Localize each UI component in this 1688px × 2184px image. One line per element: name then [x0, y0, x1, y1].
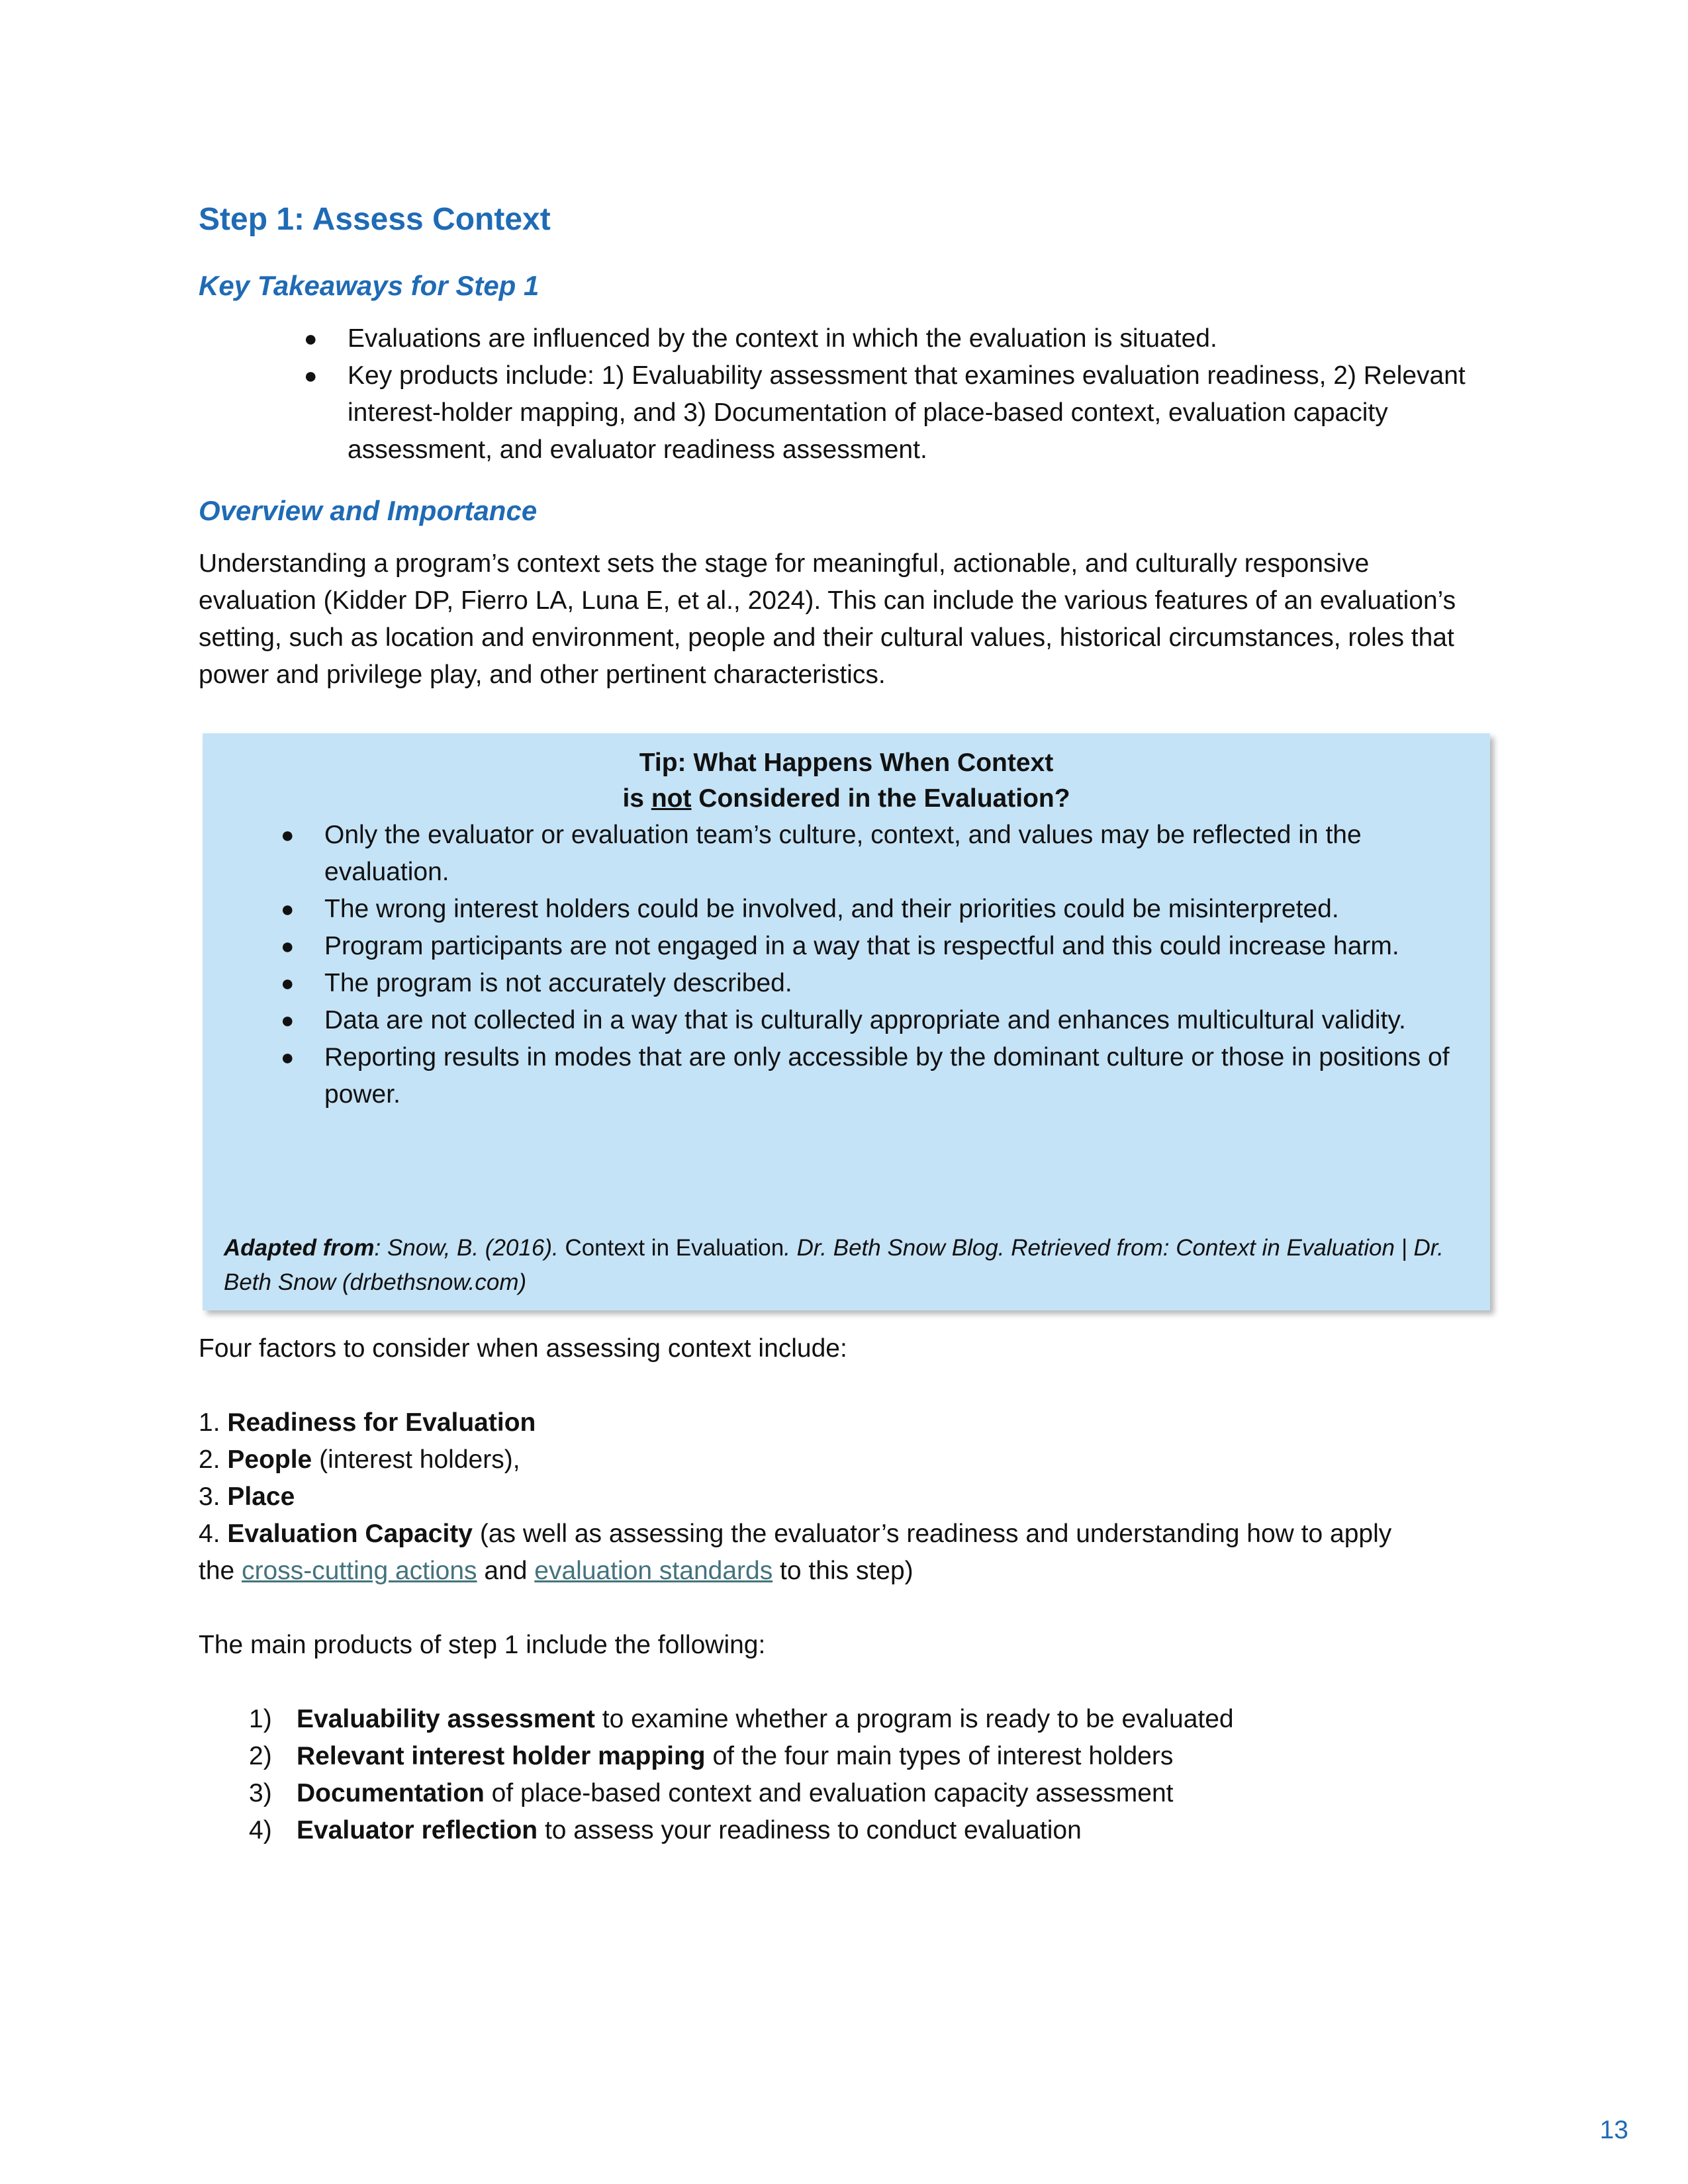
tip-box	[203, 733, 1490, 1310]
factors-continuation: the cross-cutting actions and evaluation standards to this step)	[199, 1557, 914, 1585]
takeaways-list	[304, 320, 1499, 469]
cross-cutting-actions-link[interactable]: cross-cutting actions	[242, 1557, 477, 1585]
list-item: ● The wrong interest holders could be involved, and their priorities could be misinterpreted.	[324, 891, 1463, 928]
list-item: ● The program is not accurately described.	[324, 965, 1463, 1002]
list-item: 3) Documentation of place-based context and evaluation capacity assessment	[249, 1779, 1174, 1807]
bullet-icon: ●	[281, 934, 295, 959]
list-item: ● Only the evaluator or evaluation team’s culture, context, and values may be reflected in the evaluation.	[324, 817, 1463, 891]
bullet-icon: ●	[281, 1045, 295, 1070]
list-item: ● Key products include: 1) Evaluability assessment that examines evaluation readiness, 2) Relevant interest-holder mapping, and 3) Documentation of place-based context, evaluation capacity assessment, and evaluator readiness assessment.	[348, 357, 1499, 469]
tip-source: Adapted from: Snow, B. (2016). Context in Evaluation. Dr. Beth Snow Blog. Retrieved from: Context in Evaluation | Dr. Beth Snow (drbethsnow.com)	[224, 1235, 1444, 1295]
products-intro: The main products of step 1 include the following:	[199, 1631, 766, 1659]
takeaways-heading: Key Takeaways for Step 1	[199, 270, 539, 301]
tip-list	[281, 817, 1463, 1113]
factors-intro: Four factors to consider when assessing context include:	[199, 1334, 847, 1363]
list-item: 4. Evaluation Capacity (as well as assessing the evaluator’s readiness and understanding how to apply	[199, 1520, 1392, 1548]
bullet-icon: ●	[281, 823, 295, 848]
list-item: ● Data are not collected in a way that is culturally appropriate and enhances multicultural validity.	[324, 1002, 1463, 1039]
overview-heading: Overview and Importance	[199, 495, 538, 526]
bullet-icon: ●	[281, 897, 295, 922]
bullet-icon: ●	[281, 1008, 295, 1033]
list-item: 2. People (interest holders),	[199, 1445, 520, 1474]
page-title: Step 1: Assess Context	[199, 202, 551, 237]
overview-paragraph: Understanding a program’s context sets the stage for meaningful, actionable, and culturally responsive evaluation (Kidder DP, Fierro LA, Luna E, et al., 2024). This can include the various features of an evaluation’s setting, such as location and environment, people and their cultural values, historical circumstances, roles that power and privilege play, and other pertinent characteristics.	[199, 549, 1456, 689]
list-item: 4) Evaluator reflection to assess your readiness to conduct evaluation	[249, 1816, 1082, 1844]
bullet-icon: ●	[304, 326, 318, 351]
bullet-icon: ●	[304, 363, 318, 388]
page-number: 13	[1599, 2116, 1628, 2144]
evaluation-standards-link[interactable]: evaluation standards	[534, 1557, 773, 1585]
list-item: ● Evaluations are influenced by the context in which the evaluation is situated.	[348, 320, 1499, 357]
list-item: 2) Relevant interest holder mapping of the four main types of interest holders	[249, 1742, 1174, 1770]
list-item: ● Reporting results in modes that are only accessible by the dominant culture or those in positions of power.	[324, 1039, 1463, 1113]
list-item: ● Program participants are not engaged in a way that is respectful and this could increase harm.	[324, 928, 1463, 965]
list-item: 1) Evaluability assessment to examine whether a program is ready to be evaluated	[249, 1705, 1234, 1733]
list-item: 3. Place	[199, 1482, 295, 1511]
bullet-icon: ●	[281, 971, 295, 996]
factors-list	[199, 1404, 1489, 1590]
tip-title: Tip: What Happens When Context is not Considered in the Evaluation?	[622, 749, 1070, 813]
products-list	[249, 1701, 1488, 1849]
underlined-not: not	[651, 784, 692, 813]
list-item: 1. Readiness for Evaluation	[199, 1408, 536, 1437]
